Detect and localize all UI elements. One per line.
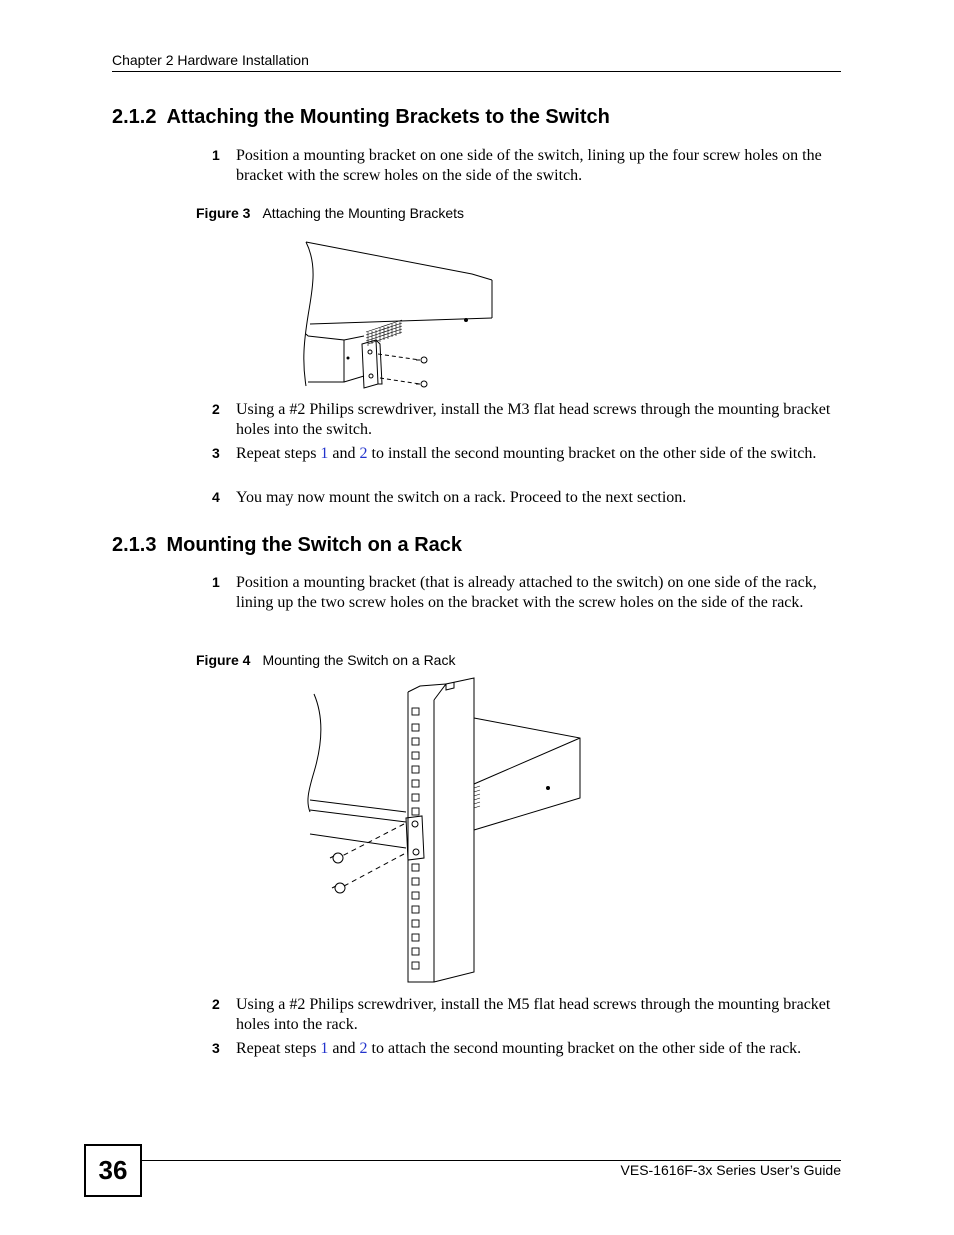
step-text: Using a #2 Philips screwdriver, install the M3 flat head screws through the mounting bracket holes into the switch.	[236, 401, 831, 438]
figure-label: Figure 3	[196, 205, 251, 221]
rack-mounting-illustration	[298, 672, 584, 986]
section-heading-2-1-2	[112, 106, 610, 129]
mounting-brackets-illustration	[298, 236, 498, 392]
section-title: Mounting the Switch on a Rack	[166, 534, 463, 556]
step-link-1[interactable]: 1	[320, 1040, 329, 1057]
figure-title: Mounting the Switch on a Rack	[262, 652, 456, 668]
step-text-part: to attach the second mounting bracket on the other side of the rack.	[367, 1040, 802, 1057]
section-title: Attaching the Mounting Brackets to the Switch	[166, 106, 610, 128]
figure-caption	[196, 205, 464, 221]
step-text-part: to install the second mounting bracket on the other side of the switch.	[367, 445, 817, 462]
step-item	[212, 488, 842, 508]
step-text: Using a #2 Philips screwdriver, install the M5 flat head screws through the mounting bracket holes into the rack.	[236, 996, 831, 1033]
step-link-2[interactable]: 2	[359, 445, 368, 462]
step-item	[212, 573, 842, 613]
step-number: 4	[212, 489, 220, 505]
section-heading-2-1-3	[112, 534, 462, 557]
step-text-part: and	[328, 445, 360, 462]
step-text-part: Repeat steps	[236, 445, 321, 462]
step-item	[212, 444, 842, 464]
running-header: Chapter 2 Hardware Installation	[112, 52, 309, 68]
page-number: 36	[84, 1144, 142, 1197]
step-text	[236, 1039, 842, 1059]
header-divider	[112, 71, 841, 72]
step-text: Position a mounting bracket (that is already attached to the switch) on one side of the rack, lining up the two screw holes on the bracket with the screw holes on the side of the rack.	[236, 574, 817, 611]
step-link-1[interactable]: 1	[320, 445, 329, 462]
step-text-part: and	[328, 1040, 360, 1057]
step-number: 2	[212, 401, 220, 417]
figure-caption	[196, 652, 455, 668]
step-item	[212, 1039, 842, 1059]
step-number: 2	[212, 996, 220, 1012]
step-number: 1	[212, 574, 220, 590]
step-item	[212, 995, 842, 1035]
guide-title: VES-1616F-3x Series User’s Guide	[620, 1162, 841, 1178]
step-number: 3	[212, 1040, 220, 1056]
step-text: You may now mount the switch on a rack. Proceed to the next section.	[236, 489, 687, 506]
step-number: 3	[212, 445, 220, 461]
section-number: 2.1.3	[112, 534, 157, 556]
step-link-2[interactable]: 2	[359, 1040, 368, 1057]
figure-label: Figure 4	[196, 652, 251, 668]
step-text: Position a mounting bracket on one side of the switch, lining up the four screw holes on the bracket with the screw holes on the side of the switch.	[236, 147, 822, 184]
step-text	[236, 444, 842, 464]
step-item	[212, 146, 842, 186]
section-number: 2.1.2	[112, 106, 157, 128]
footer-divider	[140, 1160, 841, 1161]
figure-title: Attaching the Mounting Brackets	[262, 205, 465, 221]
step-text-part: Repeat steps	[236, 1040, 321, 1057]
step-number: 1	[212, 147, 220, 163]
step-item	[212, 400, 842, 440]
